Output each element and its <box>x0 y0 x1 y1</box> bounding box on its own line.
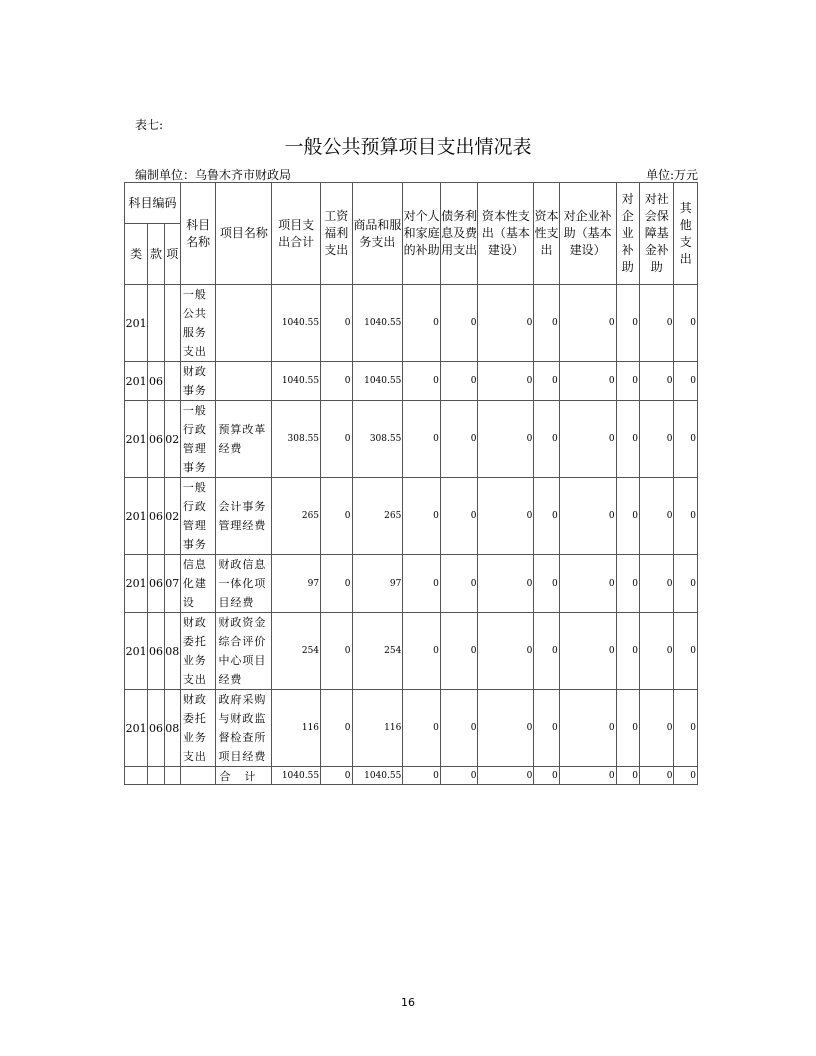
cell-social: 0 <box>639 690 674 767</box>
total-salary: 0 <box>321 767 352 785</box>
cell-enterprise-basic: 0 <box>559 478 616 555</box>
cell-total: 97 <box>272 555 321 613</box>
table-row <box>125 401 698 478</box>
cell-subject-name: 信息化建设 <box>180 555 216 613</box>
total-personal: 0 <box>403 767 441 785</box>
header-project-name: 项目名称 <box>216 183 272 285</box>
header-total: 项目支出合计 <box>272 183 321 285</box>
cell-subject-name: 一般行政管理事务 <box>180 401 216 478</box>
cell-xiang: 08 <box>164 613 180 690</box>
cell-kuan: 06 <box>148 401 164 478</box>
cell-subject-name: 一般行政管理事务 <box>180 478 216 555</box>
cell-capital-basic: 0 <box>478 613 534 690</box>
cell-enterprise: 0 <box>616 362 639 401</box>
cell-capital-basic: 0 <box>478 690 534 767</box>
total-kuan-cell <box>148 767 164 785</box>
page-title: 一般公共预算项目支出情况表 <box>284 136 532 158</box>
cell-lei: 201 <box>125 401 148 478</box>
cell-capital-basic: 0 <box>478 362 534 401</box>
cell-goods: 254 <box>352 613 403 690</box>
cell-enterprise-basic: 0 <box>559 362 616 401</box>
cell-enterprise-basic: 0 <box>559 690 616 767</box>
cell-enterprise-basic: 0 <box>559 401 616 478</box>
cell-debt: 0 <box>440 285 478 362</box>
header-capital: 资本性支出 <box>534 183 559 285</box>
total-debt: 0 <box>440 767 478 785</box>
cell-lei: 201 <box>125 613 148 690</box>
total-lei-cell <box>125 767 148 785</box>
cell-other: 0 <box>674 555 698 613</box>
cell-enterprise-basic: 0 <box>559 613 616 690</box>
total-enterprise-basic: 0 <box>559 767 616 785</box>
cell-other: 0 <box>674 401 698 478</box>
cell-debt: 0 <box>440 362 478 401</box>
header-debt: 债务利息及费用支出 <box>440 183 478 285</box>
cell-enterprise: 0 <box>616 478 639 555</box>
table-label: 表七: <box>135 118 164 132</box>
header-subject-code: 科目编码 <box>125 183 181 224</box>
header-xiang: 项 <box>164 224 180 285</box>
compiling-unit: 编制单位：乌鲁木齐市财政局 <box>135 168 292 182</box>
total-enterprise: 0 <box>616 767 639 785</box>
cell-total: 254 <box>272 613 321 690</box>
cell-salary: 0 <box>321 555 352 613</box>
cell-xiang: 07 <box>164 555 180 613</box>
cell-personal: 0 <box>403 555 441 613</box>
table-row <box>125 613 698 690</box>
cell-subject-name: 财政委托业务支出 <box>180 690 216 767</box>
total-other: 0 <box>674 767 698 785</box>
total-subject-cell <box>180 767 216 785</box>
cell-debt: 0 <box>440 690 478 767</box>
cell-salary: 0 <box>321 478 352 555</box>
cell-capital-basic: 0 <box>478 478 534 555</box>
table-row <box>125 362 698 401</box>
total-social: 0 <box>639 767 674 785</box>
cell-project-name: 会计事务管理经费 <box>216 478 272 555</box>
cell-capital: 0 <box>534 401 559 478</box>
cell-social: 0 <box>639 362 674 401</box>
cell-total: 116 <box>272 690 321 767</box>
cell-lei: 201 <box>125 362 148 401</box>
cell-enterprise: 0 <box>616 690 639 767</box>
cell-xiang <box>164 285 180 362</box>
header-kuan: 款 <box>148 224 164 285</box>
cell-other: 0 <box>674 478 698 555</box>
cell-kuan <box>148 285 164 362</box>
cell-personal: 0 <box>403 613 441 690</box>
cell-salary: 0 <box>321 690 352 767</box>
header-salary: 工资福利支出 <box>321 183 352 285</box>
cell-lei: 201 <box>125 478 148 555</box>
cell-capital: 0 <box>534 690 559 767</box>
header-social: 对社会保障基金补助 <box>639 183 674 285</box>
cell-project-name: 预算改革经费 <box>216 401 272 478</box>
cell-debt: 0 <box>440 555 478 613</box>
cell-lei: 201 <box>125 285 148 362</box>
cell-goods: 265 <box>352 478 403 555</box>
cell-enterprise: 0 <box>616 401 639 478</box>
cell-lei: 201 <box>125 555 148 613</box>
cell-capital: 0 <box>534 555 559 613</box>
cell-other: 0 <box>674 613 698 690</box>
cell-xiang: 02 <box>164 401 180 478</box>
cell-kuan: 06 <box>148 555 164 613</box>
cell-goods: 97 <box>352 555 403 613</box>
cell-xiang: 08 <box>164 690 180 767</box>
cell-other: 0 <box>674 690 698 767</box>
header-lei: 类 <box>125 224 148 285</box>
cell-salary: 0 <box>321 285 352 362</box>
cell-debt: 0 <box>440 401 478 478</box>
header-other: 其他支出 <box>674 183 698 285</box>
cell-enterprise: 0 <box>616 555 639 613</box>
cell-debt: 0 <box>440 478 478 555</box>
unit-row <box>135 166 698 183</box>
cell-total: 265 <box>272 478 321 555</box>
cell-project-name: 财政信息一体化项目经费 <box>216 555 272 613</box>
cell-xiang: 02 <box>164 478 180 555</box>
cell-social: 0 <box>639 613 674 690</box>
total-label: 合计 <box>216 767 272 785</box>
cell-social: 0 <box>639 555 674 613</box>
header-goods: 商品和服务支出 <box>352 183 403 285</box>
header-enterprise: 对企业补助 <box>616 183 639 285</box>
cell-capital-basic: 0 <box>478 555 534 613</box>
cell-kuan: 06 <box>148 478 164 555</box>
table-row <box>125 690 698 767</box>
cell-lei: 201 <box>125 690 148 767</box>
total-goods: 1040.55 <box>352 767 403 785</box>
total-total: 1040.55 <box>272 767 321 785</box>
cell-personal: 0 <box>403 478 441 555</box>
total-capital-basic: 0 <box>478 767 534 785</box>
cell-kuan: 06 <box>148 613 164 690</box>
cell-total: 1040.55 <box>272 362 321 401</box>
table-row <box>125 478 698 555</box>
cell-goods: 308.55 <box>352 401 403 478</box>
total-row <box>125 767 698 785</box>
cell-capital: 0 <box>534 362 559 401</box>
cell-enterprise-basic: 0 <box>559 555 616 613</box>
cell-goods: 1040.55 <box>352 362 403 401</box>
header-subject-name: 科目名称 <box>180 183 216 285</box>
header-enterprise-basic: 对企业补助（基本建设） <box>559 183 616 285</box>
cell-other: 0 <box>674 362 698 401</box>
total-xiang-cell <box>164 767 180 785</box>
cell-project-name <box>216 285 272 362</box>
cell-capital: 0 <box>534 285 559 362</box>
cell-enterprise: 0 <box>616 613 639 690</box>
cell-total: 1040.55 <box>272 285 321 362</box>
cell-personal: 0 <box>403 285 441 362</box>
header-capital-basic: 资本性支出（基本建设） <box>478 183 534 285</box>
cell-capital-basic: 0 <box>478 401 534 478</box>
header-personal: 对个人和家庭的补助 <box>403 183 441 285</box>
cell-xiang <box>164 362 180 401</box>
budget-table <box>124 182 698 785</box>
cell-salary: 0 <box>321 362 352 401</box>
total-capital: 0 <box>534 767 559 785</box>
cell-personal: 0 <box>403 362 441 401</box>
cell-capital-basic: 0 <box>478 285 534 362</box>
table-row <box>125 285 698 362</box>
cell-subject-name: 财政委托业务支出 <box>180 613 216 690</box>
cell-subject-name: 一般公共服务支出 <box>180 285 216 362</box>
cell-social: 0 <box>639 285 674 362</box>
cell-goods: 1040.55 <box>352 285 403 362</box>
cell-social: 0 <box>639 401 674 478</box>
cell-salary: 0 <box>321 401 352 478</box>
cell-subject-name: 财政事务 <box>180 362 216 401</box>
currency-unit: 单位:万元 <box>645 168 698 182</box>
cell-other: 0 <box>674 285 698 362</box>
cell-capital: 0 <box>534 613 559 690</box>
cell-enterprise-basic: 0 <box>559 285 616 362</box>
table-row <box>125 555 698 613</box>
cell-social: 0 <box>639 478 674 555</box>
cell-debt: 0 <box>440 613 478 690</box>
page-number: 16 <box>401 996 415 1009</box>
cell-project-name: 财政资金综合评价中心项目经费 <box>216 613 272 690</box>
cell-project-name: 政府采购与财政监督检查所项目经费 <box>216 690 272 767</box>
cell-goods: 116 <box>352 690 403 767</box>
cell-capital: 0 <box>534 478 559 555</box>
cell-personal: 0 <box>403 401 441 478</box>
cell-kuan: 06 <box>148 690 164 767</box>
cell-total: 308.55 <box>272 401 321 478</box>
cell-personal: 0 <box>403 690 441 767</box>
cell-kuan: 06 <box>148 362 164 401</box>
cell-enterprise: 0 <box>616 285 639 362</box>
cell-salary: 0 <box>321 613 352 690</box>
cell-project-name <box>216 362 272 401</box>
